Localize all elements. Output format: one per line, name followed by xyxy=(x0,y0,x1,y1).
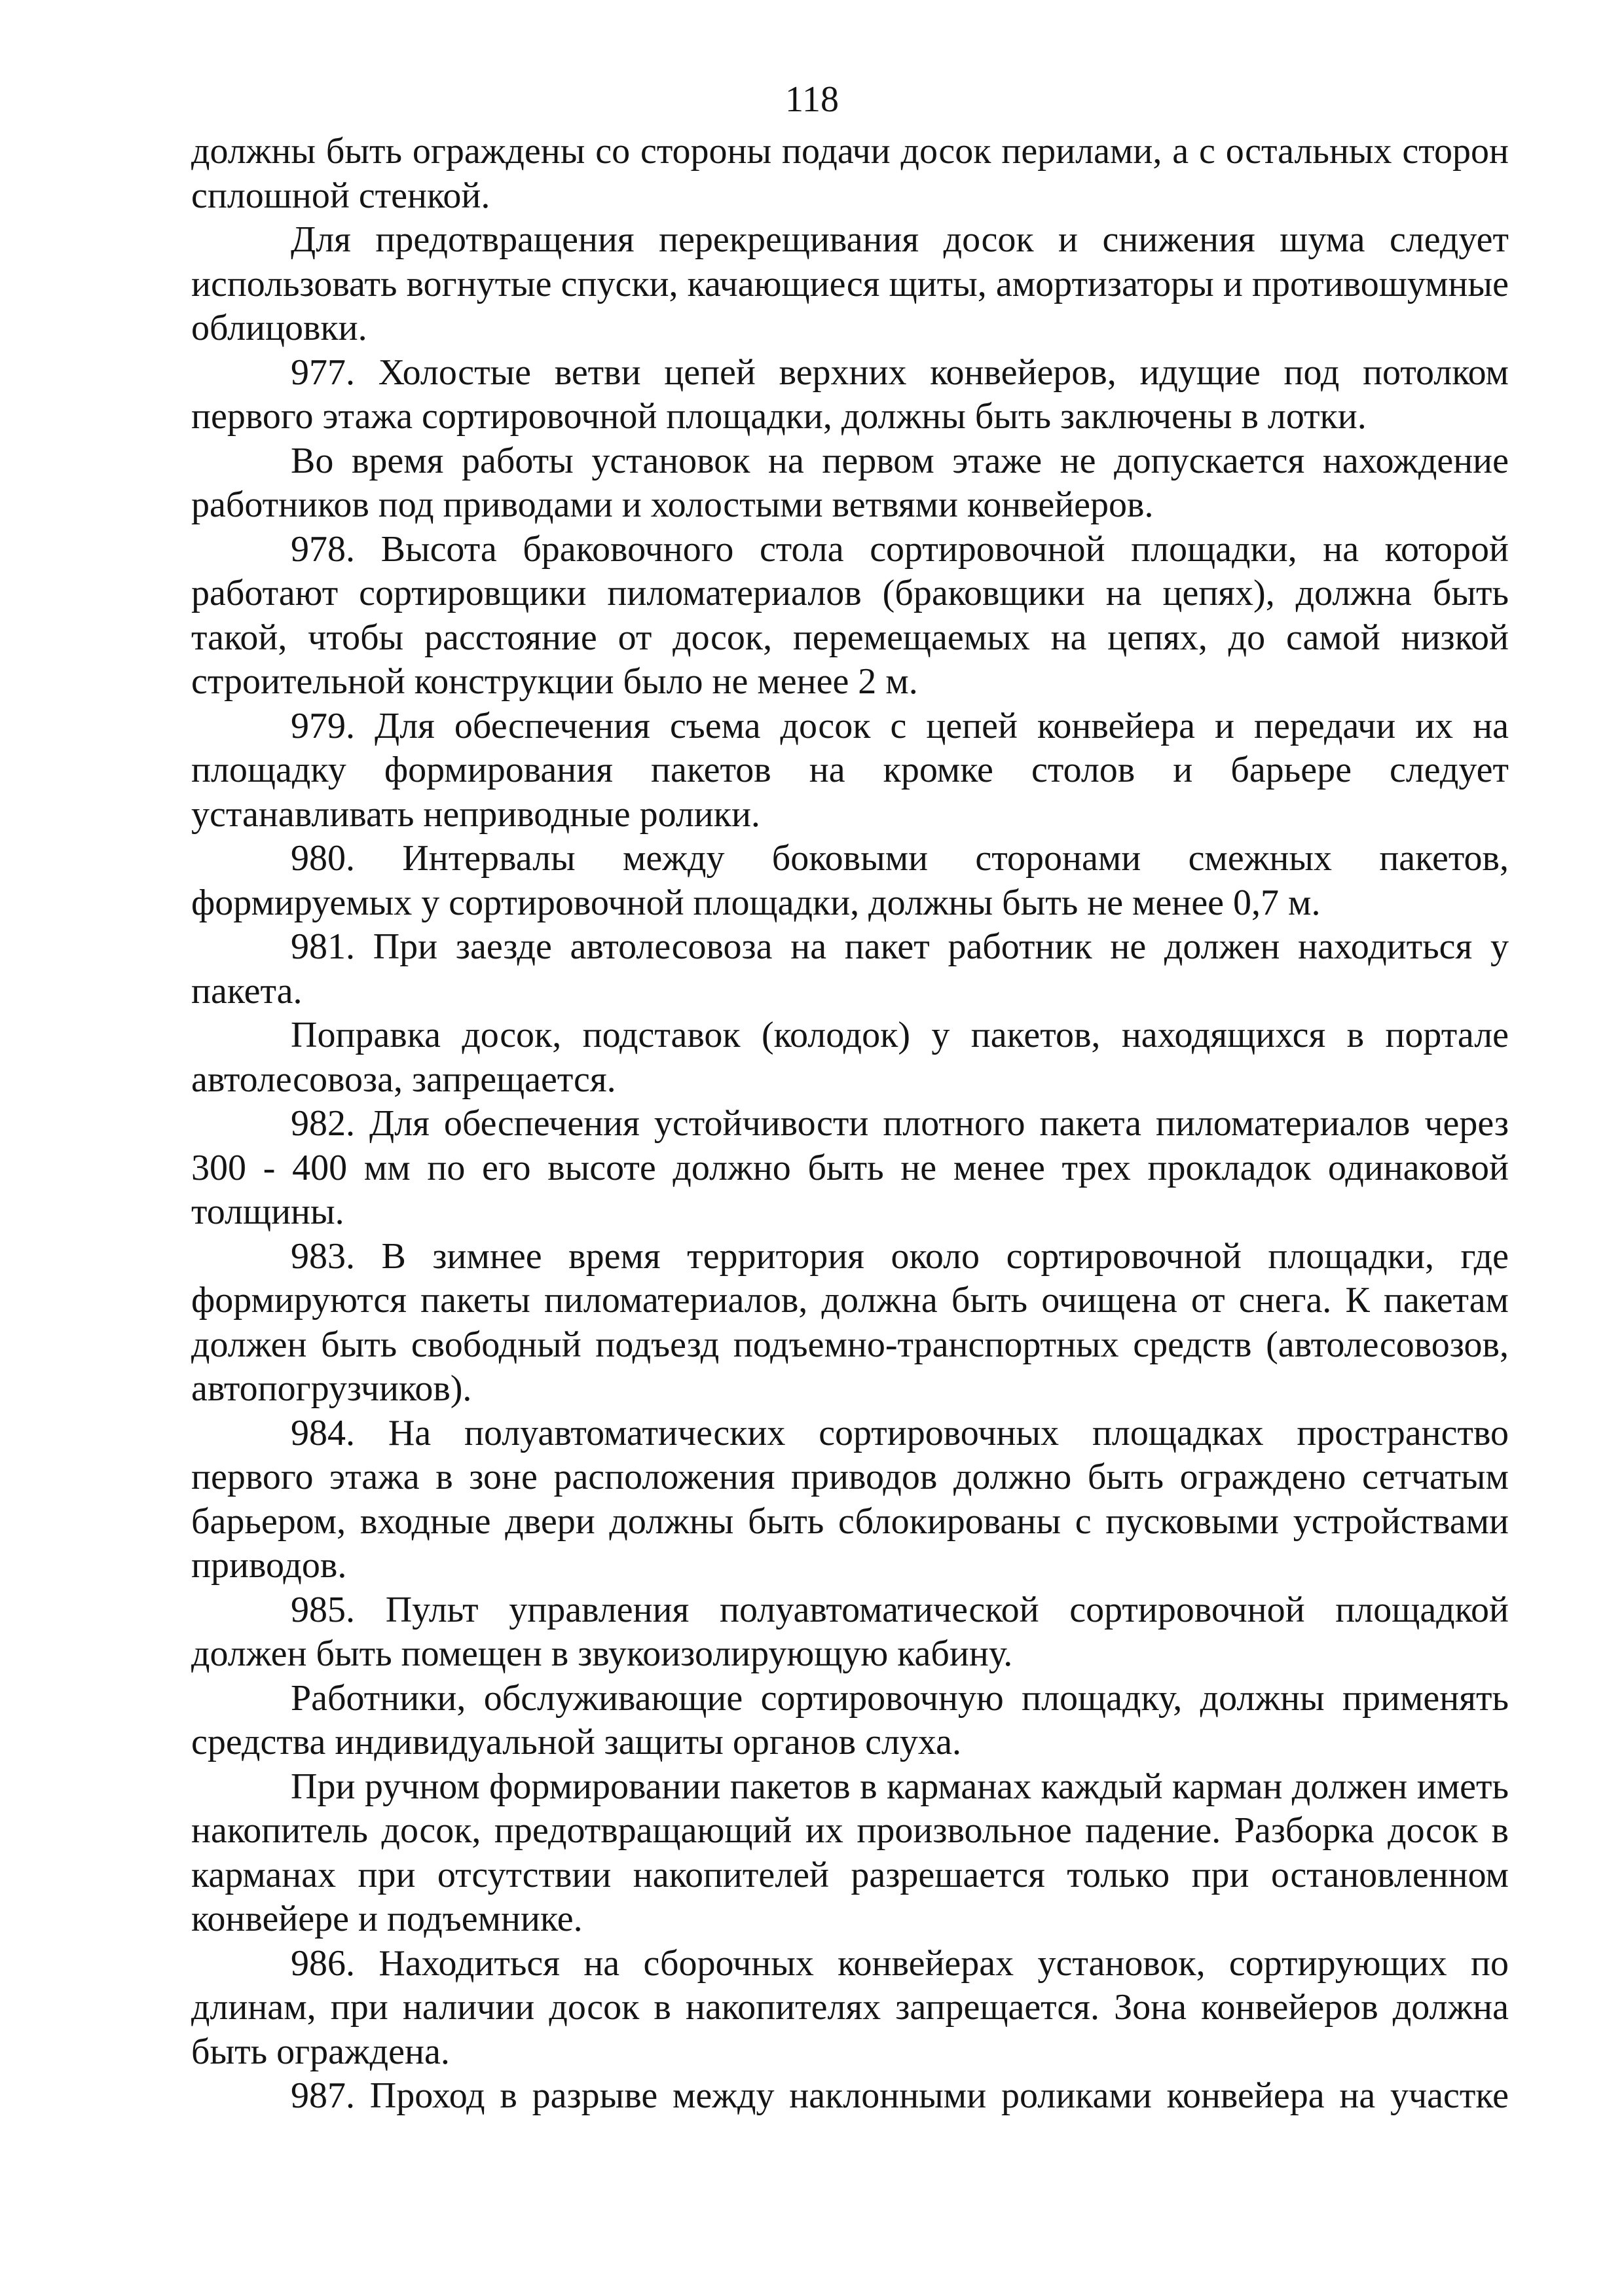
paragraph-978: 978. Высота браковочного стола сортировочной площадки, на которой работают сортировщики пиломатериалов (браковщики на цепях), должна быть такой, чтобы расстояние от досок, перемещаемых на цепях, до самой низкой строительной конструкции было не менее 2 м. xyxy=(191,528,1509,702)
paragraph: Поправка досок, подставок (колодок) у пакетов, находящихся в портале автолесовоза, запрещается. xyxy=(191,1015,1509,1100)
paragraph-983: 983. В зимнее время территория около сортировочной площадки, где формируются пакеты пиломатериалов, должна быть очищена от снега. К пакетам должен быть свободный подъезд подъемно-транспортных средств (автолесовозов, автопогрузчиков). xyxy=(191,1235,1509,1409)
paragraph-987: 987. Проход в разрыве между наклонными роликами конвейера на участке xyxy=(291,2075,1509,2116)
paragraph: Для предотвращения перекрещивания досок и снижения шума следует использовать вогнутые спуски, качающиеся щиты, амортизаторы и противошумные облицовки. xyxy=(191,219,1509,348)
paragraph: Во время работы установок на первом этаже не допускается нахождение работников под приводами и холостыми ветвями конвейеров. xyxy=(191,440,1509,525)
paragraph: При ручном формировании пакетов в карманах каждый карман должен иметь накопитель досок, предотвращающий их произвольное падение. Разборка досок в карманах при отсутствии накопителей разрешается только при остановленном конвейере и подъемнике. xyxy=(191,1766,1509,1939)
page-number: 118 xyxy=(785,79,839,120)
paragraph-980: 980. Интервалы между боковыми сторонами смежных пакетов, формируемых у сортировочной площадки, должны быть не менее 0,7 м. xyxy=(191,838,1509,923)
paragraph-977: 977. Холостые ветви цепей верхних конвейеров, идущие под потолком первого этажа сортировочной площадки, должны быть заключены в лотки. xyxy=(191,352,1509,437)
paragraph-984: 984. На полуавтоматических сортировочных площадках пространство первого этажа в зоне расположения приводов должно быть ограждено сетчатым барьером, входные двери должны быть сблокированы с пусковыми устройствами приводов. xyxy=(191,1412,1509,1586)
paragraph-986: 986. Находиться на сборочных конвейерах установок, сортирующих по длинам, при наличии досок в накопителях запрещается. Зона конвейеров должна быть ограждена. xyxy=(191,1942,1509,2072)
paragraph-982: 982. Для обеспечения устойчивости плотного пакета пиломатериалов через 300 - 400 мм по его высоте должно быть не менее трех прокладок одинаковой толщины. xyxy=(191,1103,1509,1232)
paragraph-985: 985. Пульт управления полуавтоматической сортировочной площадкой должен быть помещен в звукоизолирующую кабину. xyxy=(191,1589,1509,1674)
paragraph-981: 981. При заезде автолесовоза на пакет работник не должен находиться у пакета. xyxy=(191,926,1509,1011)
paragraph: Работники, обслуживающие сортировочную площадку, должны применять средства индивидуальной защиты органов слуха. xyxy=(191,1677,1509,1762)
paragraph-979: 979. Для обеспечения съема досок с цепей конвейера и передачи их на площадку формирования пакетов на кромке столов и барьере следует устанавливать неприводные ролики. xyxy=(191,705,1509,835)
paragraph-continuation: должны быть ограждены со стороны подачи досок перилами, а с остальных сторон сплошной стенкой. xyxy=(191,131,1509,216)
document-body xyxy=(191,130,1509,2119)
